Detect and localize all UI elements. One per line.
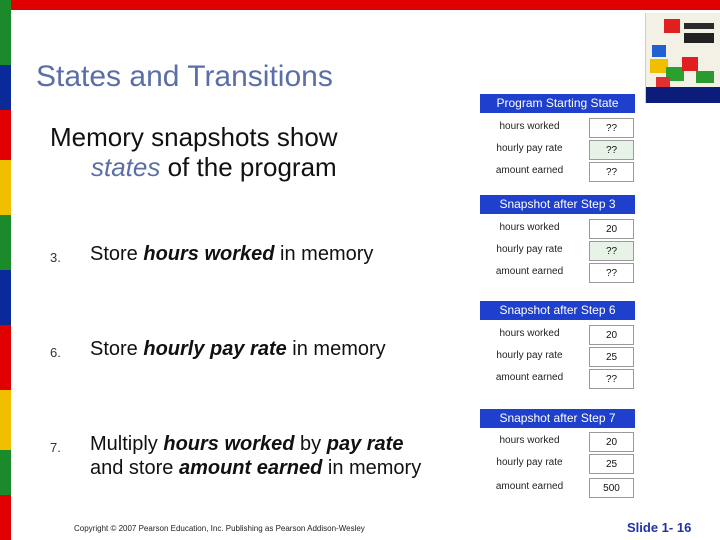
snapshot-after-step-6 [472, 301, 642, 391]
step-number: 7. [50, 440, 61, 455]
memory-cell: ?? [589, 241, 634, 261]
memory-cell: ?? [589, 369, 634, 389]
memory-cell: 25 [589, 347, 634, 367]
slide-number: Slide 1- 16 [627, 520, 692, 535]
step-text-mid: by [294, 433, 327, 455]
memory-row [472, 347, 642, 367]
copyright-footer: Copyright © 2007 Pearson Education, Inc. Publishing as Pearson Addison-Wesley [74, 524, 365, 533]
memory-label: hourly pay rate [496, 143, 563, 154]
memory-cell: 20 [589, 219, 634, 239]
memory-row [472, 369, 642, 389]
memory-label: hours worked [499, 435, 560, 446]
step-text-post: in memory [274, 243, 374, 265]
step-text-bold: hourly pay rate [143, 338, 287, 360]
step-number: 3. [50, 250, 61, 265]
step-text [90, 337, 386, 361]
step-text-line2-pre: and store [90, 457, 179, 479]
memory-label: amount earned [495, 481, 564, 492]
memory-cell: ?? [589, 263, 634, 283]
memory-row [472, 432, 642, 452]
snapshot-after-step-7 [472, 409, 642, 499]
step-7 [50, 432, 470, 482]
step-text-line2-bold: amount earned [178, 457, 323, 479]
memory-row [472, 219, 642, 239]
snapshot-starting-state [472, 94, 642, 184]
memory-label: hourly pay rate [496, 244, 563, 255]
step-text-bold: hours worked [143, 243, 275, 265]
snapshot-header: Program Starting State [480, 94, 635, 113]
memory-cell: 25 [589, 454, 634, 474]
memory-label: hours worked [499, 328, 560, 339]
snapshot-header: Snapshot after Step 3 [480, 195, 635, 214]
memory-cell: 20 [589, 325, 634, 345]
memory-cell: ?? [589, 118, 634, 138]
step-text [90, 242, 373, 266]
book-cover-image [645, 13, 720, 103]
memory-row [472, 263, 642, 283]
step-text-pre: Multiply [90, 433, 164, 455]
main-bullet [50, 122, 338, 182]
memory-row [472, 241, 642, 261]
snapshot-after-step-3 [472, 195, 642, 285]
states-emphasis: states [91, 152, 161, 182]
main-bullet-line1: Memory snapshots show [50, 122, 338, 152]
step-text-line2 [90, 456, 421, 480]
memory-label: hourly pay rate [496, 457, 563, 468]
memory-row [472, 140, 642, 160]
memory-row [472, 325, 642, 345]
step-text-post: in memory [286, 338, 386, 360]
step-text-bold: hours worked [163, 433, 295, 455]
memory-cell: ?? [589, 162, 634, 182]
memory-label: hourly pay rate [496, 350, 563, 361]
memory-row [472, 162, 642, 182]
left-color-stripe [0, 0, 11, 540]
memory-row [472, 454, 642, 474]
memory-label: hours worked [499, 121, 560, 132]
step-text-pre: Store [90, 338, 144, 360]
step-number: 6. [50, 345, 61, 360]
step-text-pre: Store [90, 243, 144, 265]
memory-cell: 500 [589, 478, 634, 498]
main-bullet-line2-rest: of the program [160, 152, 337, 182]
slide-title: States and Transitions [36, 60, 333, 93]
step-text-bold2: pay rate [326, 433, 404, 455]
memory-cell: 20 [589, 432, 634, 452]
main-bullet-line2 [50, 152, 338, 182]
memory-row [472, 118, 642, 138]
step-text-line1 [90, 432, 403, 456]
snapshot-header: Snapshot after Step 7 [480, 409, 635, 428]
snapshot-header: Snapshot after Step 6 [480, 301, 635, 320]
step-6 [50, 337, 470, 363]
memory-label: amount earned [495, 165, 564, 176]
memory-label: amount earned [495, 372, 564, 383]
step-3 [50, 242, 470, 268]
memory-row [472, 478, 642, 498]
top-red-bar [11, 0, 720, 10]
memory-label: hours worked [499, 222, 560, 233]
step-text-line2-post: in memory [322, 457, 422, 479]
memory-cell: ?? [589, 140, 634, 160]
memory-label: amount earned [495, 266, 564, 277]
